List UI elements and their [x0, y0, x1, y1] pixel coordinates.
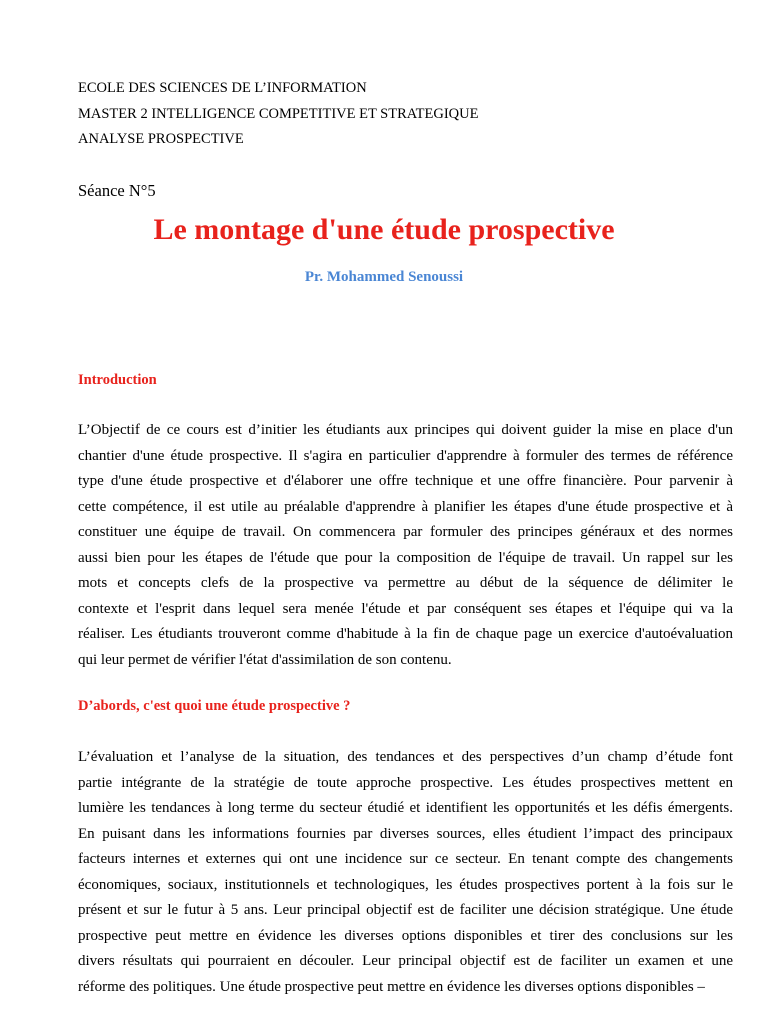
text-line: contexte et l'esprit dans lequel sera menée l'étude et par conséquent ses étapes et l'équipe qui va la [78, 600, 733, 617]
text-line: réaliser. Les étudiants trouveront comme d'habitude à la fin de chaque page un exercice d'autoévaluation [78, 626, 733, 642]
paragraph-introduction [78, 419, 733, 674]
text-line: type d'une étude prospective et d'élaborer une offre technique et une offre financière. Pour parvenir à [78, 473, 733, 489]
text-line: aussi bien pour les étapes de l'étude que pour la composition de l'équipe de travail. Un rappel sur les [78, 549, 733, 566]
text-line: constituer une équipe de travail. On commencera par formuler des principes généraux et des normes [78, 524, 733, 540]
text-line: L’évaluation et l’analyse de la situation, des tendances et des perspectives d’un champ d’étude font [78, 749, 733, 765]
text-line: En puisant dans les informations fournies par diverses sources, elles étudient l’impact des principaux [78, 825, 733, 842]
text-line: mots et concepts clefs de la prospective va permettre au début de la séquence de délimiter le [78, 575, 733, 591]
text-line: qui leur permet de vérifier l'état d'assimilation de son contenu. [78, 651, 452, 668]
header-course: ANALYSE PROSPECTIVE [78, 131, 244, 147]
document-title: Le montage d'une étude prospective [153, 213, 615, 246]
paragraph-definition [78, 746, 733, 1001]
text-line: chantier d'une étude prospective. Il s'agira en particulier d'apprendre à formuler des termes de référence [78, 447, 733, 464]
text-line: réforme des politiques. Une étude prospective peut mettre en évidence les diverses options disponibles – [78, 978, 705, 995]
section-heading-introduction: Introduction [78, 372, 157, 388]
text-line: partie intégrante de la stratégie de toute approche prospective. Les études prospectives mettent en [78, 774, 733, 791]
text-line: L’Objectif de ce cours est d’initier les étudiants aux principes qui doivent guider la mise en place d'un [78, 422, 733, 438]
author-name: Pr. Mohammed Senoussi [304, 269, 464, 285]
header-school: ECOLE DES SCIENCES DE L’INFORMATION [78, 80, 367, 96]
text-line: divers résultats qui pourraient en découler. Leur principal objectif est de faciliter un examen et une [78, 953, 733, 969]
session-number: Séance N°5 [78, 181, 156, 200]
text-line: cette compétence, il est utile au préalable d'apprendre à planifier les étapes d'une étude prospective et à [78, 498, 733, 515]
header-program: MASTER 2 INTELLIGENCE COMPETITIVE ET STRATEGIQUE [78, 106, 479, 122]
section-heading-definition: D’abords, c'est quoi une étude prospective ? [78, 698, 351, 714]
text-line: lumière les tendances à long terme du secteur étudié et identifient les opportunités et les défis émergents. [78, 800, 733, 816]
text-line: économiques, sociaux, institutionnels et technologiques, les études prospectives portent à la fois sur le [78, 876, 733, 893]
text-line: prospective peut mettre en évidence les diverses options disponibles et tirer des conclusions sur les [78, 927, 733, 944]
text-line: présent et sur le futur à 5 ans. Leur principal objectif est de faciliter une décision stratégique. Une étude [78, 902, 733, 918]
text-line: facteurs internes et externes qui ont une incidence sur ce secteur. En tenant compte des changements [78, 851, 733, 867]
